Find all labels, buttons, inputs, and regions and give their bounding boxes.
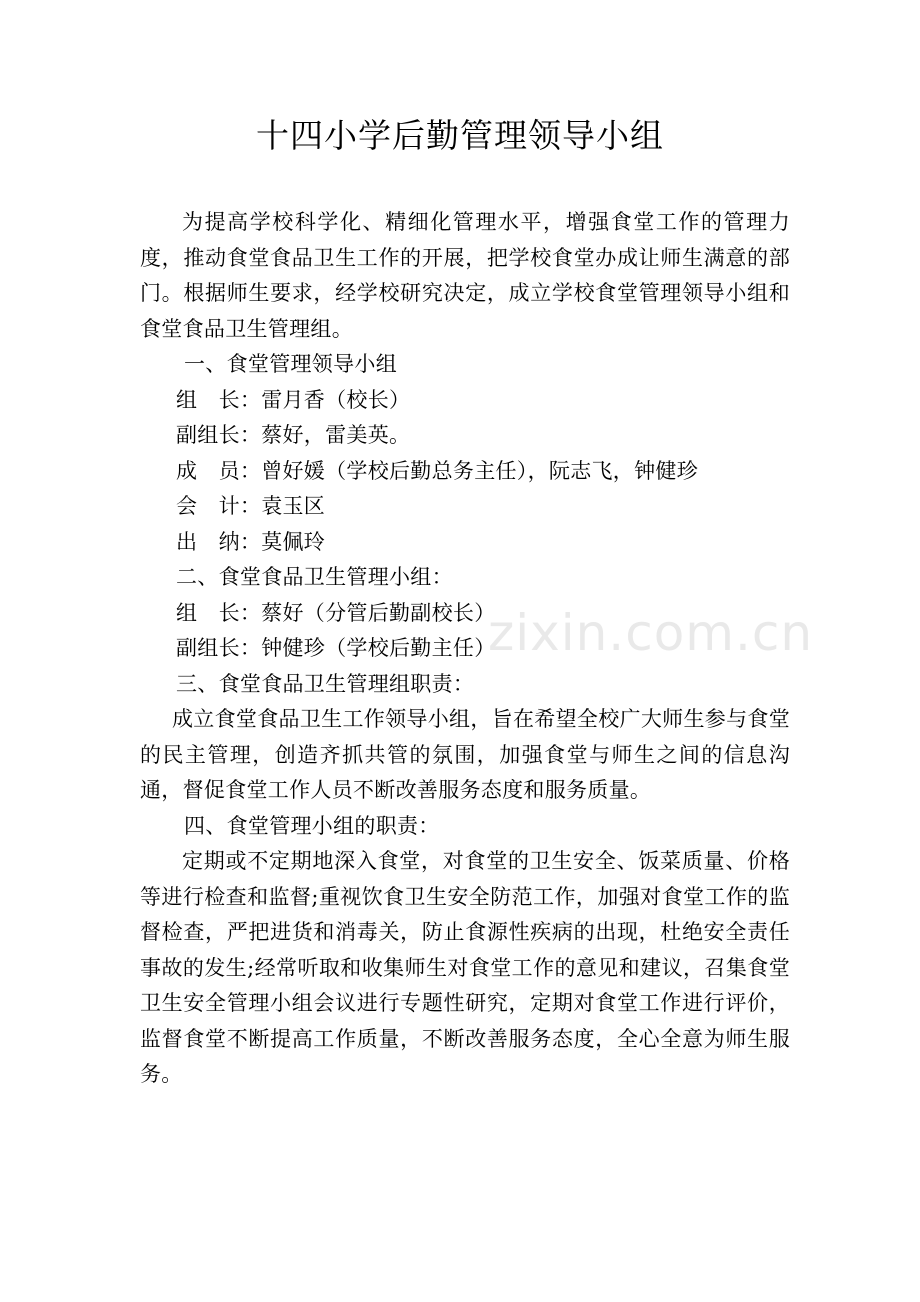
section1-item-members: 成 员：曾好媛（学校后勤总务主任），阮志飞，钟健珍 <box>176 458 698 483</box>
section4-heading: 四、食堂管理小组的职责： <box>184 813 440 838</box>
section3-body: 成立食堂食品卫生工作领导小组，旨在希望全校广大师生参与食堂的民主管理，创造齐抓共管的氛围，加强食堂与师生之间的信息沟通，督促食堂工作人员不断改善服务态度和服务质量。 <box>140 707 790 802</box>
section1-item-cashier: 出 纳：莫佩玲 <box>176 529 326 554</box>
document-title: 十四小学后勤管理领导小组 <box>256 116 664 155</box>
watermark-text: zixin.com.cn <box>488 604 814 662</box>
section1-heading: 一、食堂管理领导小组 <box>184 352 397 376</box>
section3-heading: 三、食堂食品卫生管理组职责： <box>176 671 475 696</box>
section1-item-deputy: 副组长：蔡好，雷美英。 <box>176 423 411 447</box>
section2-item-deputy: 副组长：钟健珍（学校后勤主任） <box>176 636 496 660</box>
section1-item-accountant: 会 计：袁玉区 <box>176 494 326 518</box>
section2-heading: 二、食堂食品卫生管理小组： <box>176 565 453 589</box>
section2-item-leader: 组 长：蔡好（分管后勤副校长） <box>176 600 496 625</box>
section4-body: 定期或不定期地深入食堂，对食堂的卫生安全、饭菜质量、价格等进行检查和监督;重视饮食卫生安全防范工作，加强对食堂工作的监督检查，严把进货和消毒关，防止食源性疾病的出现，杜绝安全责任事故的发生;经常听取和收集师生对食堂工作的意见和建议，召集食堂卫生安全管理小组会议进行专题性研究，定期对食堂工作进行评价，监督食堂不断提高工作质量，不断改善服务态度，全心全意为师生服务。 <box>140 849 790 1086</box>
document-body <box>140 205 790 1093</box>
section1-item-leader: 组 长：雷月香（校长） <box>176 387 411 412</box>
intro-paragraph: 为提高学校科学化、精细化管理水平，增强食堂工作的管理力度，推动食堂食品卫生工作的开展，把学校食堂办成让师生满意的部门。根据师生要求，经学校研究决定，成立学校食堂管理领导小组和食堂食品卫生管理组。 <box>140 210 790 341</box>
